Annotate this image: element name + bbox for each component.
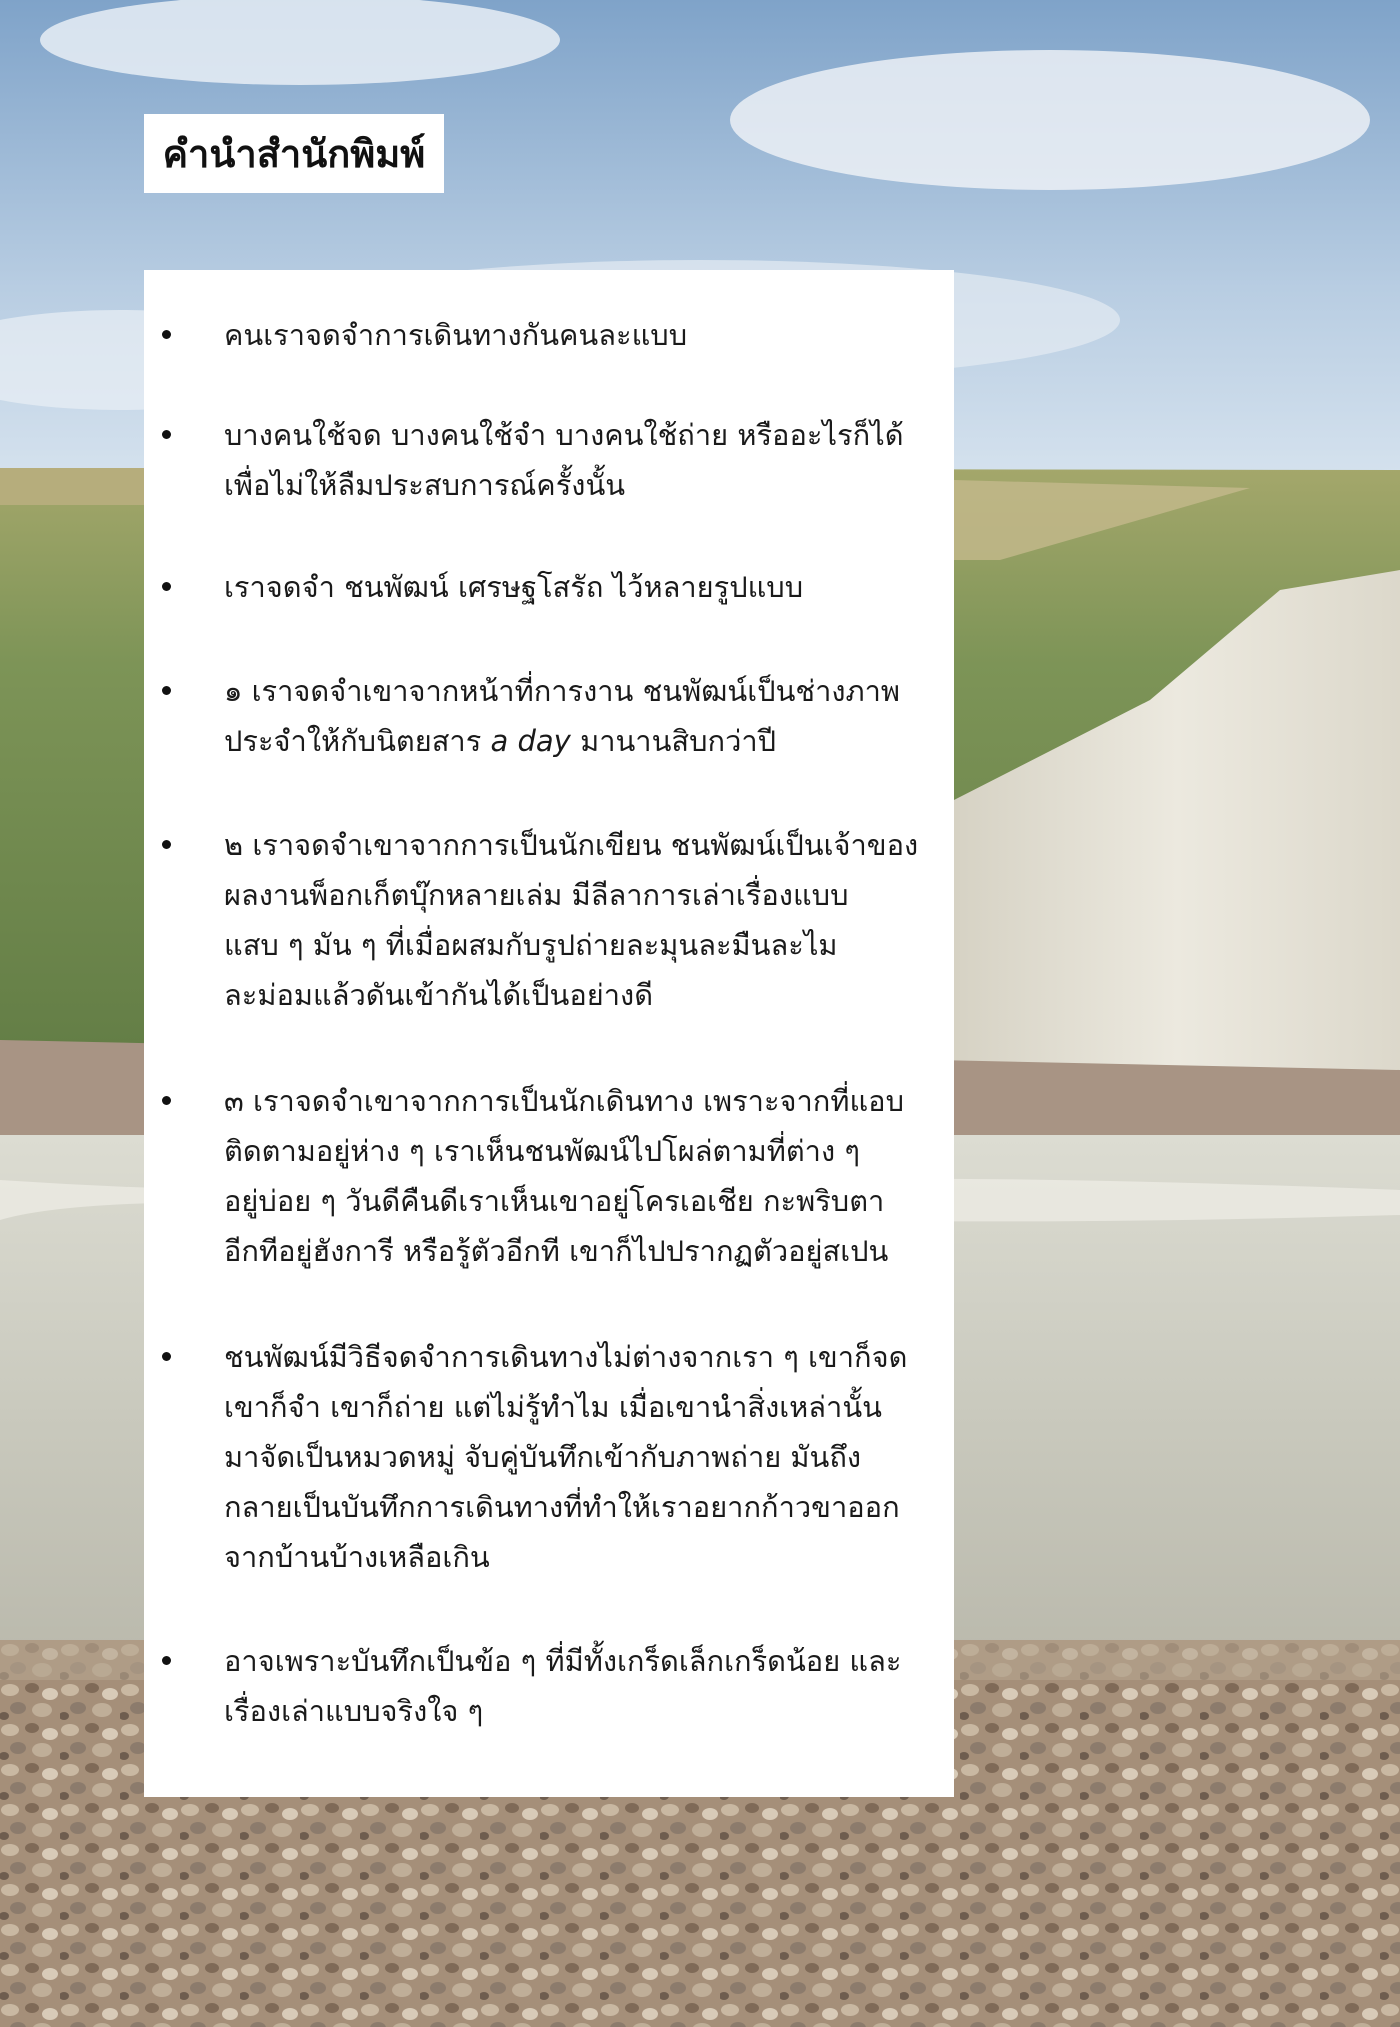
bullet-line: เราจดจำ ชนพัฒน์ เศรษฐโสรัถ ไว้หลายรูปแบบ bbox=[224, 570, 804, 604]
bullet-line: บางคนใช้จด บางคนใช้จำ บางคนใช้ถ่าย หรืออะไรก็ได้ bbox=[224, 418, 904, 452]
bullet-line: คนเราจดจำการเดินทางกันคนละแบบ bbox=[224, 318, 688, 352]
bullet-icon bbox=[162, 330, 171, 339]
bullet-icon bbox=[162, 430, 171, 439]
bullet-line: ๒ เราจดจำเขาจากการเป็นนักเขียน ชนพัฒน์เป็นเจ้าของ bbox=[224, 828, 919, 862]
bullet-line: แสบ ๆ มัน ๆ ที่เมื่อผสมกับรูปถ่ายละมุนละมืนละไม bbox=[224, 928, 838, 962]
bullet-line: ชนพัฒน์มีวิธีจดจำการเดินทางไม่ต่างจากเรา ๆ เขาก็จด bbox=[224, 1340, 908, 1374]
bullet-line: ละม่อมแล้วดันเข้ากันได้เป็นอย่างดี bbox=[224, 978, 654, 1012]
bullet-icon bbox=[162, 1656, 171, 1665]
text-panel bbox=[144, 270, 954, 1797]
bullet-line bbox=[224, 716, 776, 766]
bullet-line: ๓ เราจดจำเขาจากการเป็นนักเดินทาง เพราะจากที่แอบ bbox=[224, 1084, 904, 1118]
bullet-line: เรื่องเล่าแบบจริงใจ ๆ bbox=[224, 1694, 484, 1728]
title-box bbox=[144, 114, 444, 193]
bullet-line: จากบ้านบ้างเหลือเกิน bbox=[224, 1540, 490, 1574]
bullet-line: อาจเพราะบันทึกเป็นข้อ ๆ ที่มีทั้งเกร็ดเล็กเกร็ดน้อย และ bbox=[224, 1644, 902, 1678]
magazine-name: a day bbox=[490, 724, 571, 758]
bullet-line: มาจัดเป็นหมวดหมู่ จับคู่บันทึกเข้ากับภาพถ่าย มันถึง bbox=[224, 1440, 862, 1474]
bullet-text: ประจำให้กับนิตยสาร bbox=[224, 724, 491, 758]
bullet-icon bbox=[162, 1096, 171, 1105]
bullet-line: ผลงานพ็อกเก็ตบุ๊กหลายเล่ม มีลีลาการเล่าเรื่องแบบ bbox=[224, 878, 849, 912]
bullet-line: อยู่บ่อย ๆ วันดีคืนดีเราเห็นเขาอยู่โครเอเชีย กะพริบตา bbox=[224, 1184, 885, 1218]
bullet-icon bbox=[162, 840, 171, 849]
bullet-text: มานานสิบกว่าปี bbox=[570, 724, 777, 758]
bullet-line: อีกทีอยู่ฮังการี หรือรู้ตัวอีกที เขาก็ไปปรากฏตัวอยู่สเปน bbox=[224, 1234, 889, 1268]
page-title: คำนำสำนักพิมพ์ bbox=[162, 132, 426, 176]
bullet-line: กลายเป็นบันทึกการเดินทางที่ทำให้เราอยากก้าวขาออก bbox=[224, 1490, 900, 1524]
bullet-icon bbox=[162, 1352, 171, 1361]
bullet-line: เขาก็จำ เขาก็ถ่าย แต่ไม่รู้ทำไม เมื่อเขานำสิ่งเหล่านั้น bbox=[224, 1390, 882, 1424]
bullet-line: เพื่อไม่ให้ลืมประสบการณ์ครั้งนั้น bbox=[224, 468, 626, 502]
bullet-icon bbox=[162, 686, 171, 695]
bullet-icon bbox=[162, 582, 171, 591]
bullet-line: ติดตามอยู่ห่าง ๆ เราเห็นชนพัฒน์ไปโผล่ตามที่ต่าง ๆ bbox=[224, 1134, 860, 1168]
bullet-line: ๑ เราจดจำเขาจากหน้าที่การงาน ชนพัฒน์เป็นช่างภาพ bbox=[224, 674, 901, 708]
